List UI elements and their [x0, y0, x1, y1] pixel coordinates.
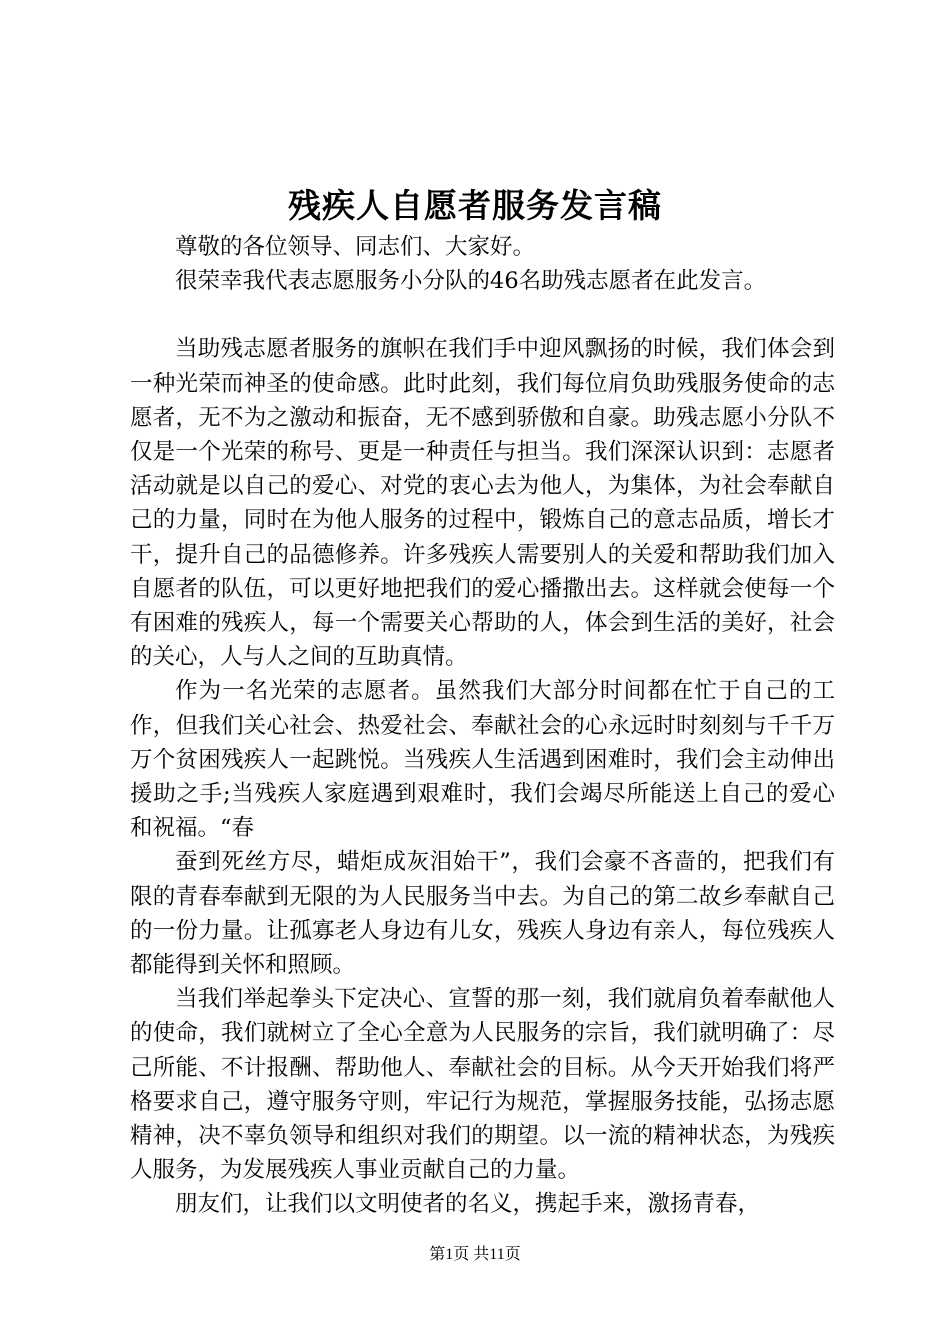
body-paragraph-mission: 当助残志愿者服务的旗帜在我们手中迎风飘扬的时候，我们体会到一种光荣而神圣的使命感。此时此刻，我们每位肩负助残服务使命的志愿者，无不为之激动和振奋，无不感到骄傲和自豪。助残志愿小分队不仅是一个光荣的称号、更是一种责任与担当。我们深深认识到：志愿者活动就是以自己的爱心、对党的衷心去为他人，为集体，为社会奉献自己的力量，同时在为他人服务的过程中，锻炼自己的意志品质，增长才干，提升自己的品德修养。许多残疾人需要别人的关爱和帮助我们加入自愿者的队伍，可以更好地把我们的爱心播撒出去。这样就会使每一个有困难的残疾人，每一个需要关心帮助的人，体会到生活的美好，社会的关心，人与人之间的互助真情。	[130, 336, 835, 671]
intro-paragraph: 很荣幸我代表志愿服务小分队的46名助残志愿者在此发言。	[175, 268, 767, 295]
document-title: 残疾人自愿者服务发言稿	[288, 186, 662, 225]
document-body	[130, 230, 835, 1222]
body-paragraph-silkworm: 蚕到死丝方尽，蜡炬成灰泪始干”，我们会豪不吝啬的，把我们有限的青春奉献到无限的为人民服务当中去。为自己的第二故乡奉献自己的一份力量。让孤寡老人身边有儿女，残疾人身边有亲人，每位残疾人都能得到关怀和照顾。	[130, 849, 835, 979]
page-number-footer: 第1页 共11页	[429, 1246, 521, 1263]
body-paragraph-oath: 当我们举起拳头下定决心、宣誓的那一刻，我们就肩负着奉献他人的使命，我们就树立了全心全意为人民服务的宗旨，我们就明确了：尽己所能、不计报酬、帮助他人、奉献社会的目标。从今天开始我们将严格要求自己，遵守服务守则，牢记行为规范，掌握服务技能，弘扬志愿精神，决不辜负领导和组织对我们的期望。以一流的精神状态，为残疾人服务，为发展残疾人事业贡献自己的力量。	[130, 986, 835, 1184]
body-paragraph-friends: 朋友们，让我们以文明使者的名义，携起手来，激扬青春，	[175, 1191, 761, 1218]
paragraph-gap	[130, 298, 835, 332]
greeting-paragraph: 尊敬的各位领导、同志们、大家好。	[175, 234, 536, 260]
body-paragraph-volunteer: 作为一名光荣的志愿者。虽然我们大部分时间都在忙于自己的工作，但我们关心社会、热爱社会、奉献社会的心永远时时刻刻与千千万万个贫困残疾人一起跳悦。当残疾人生活遇到困难时，我们会主动伸出援助之手;当残疾人家庭遇到艰难时，我们会竭尽所能送上自己的爱心和祝福。“春	[130, 678, 835, 842]
